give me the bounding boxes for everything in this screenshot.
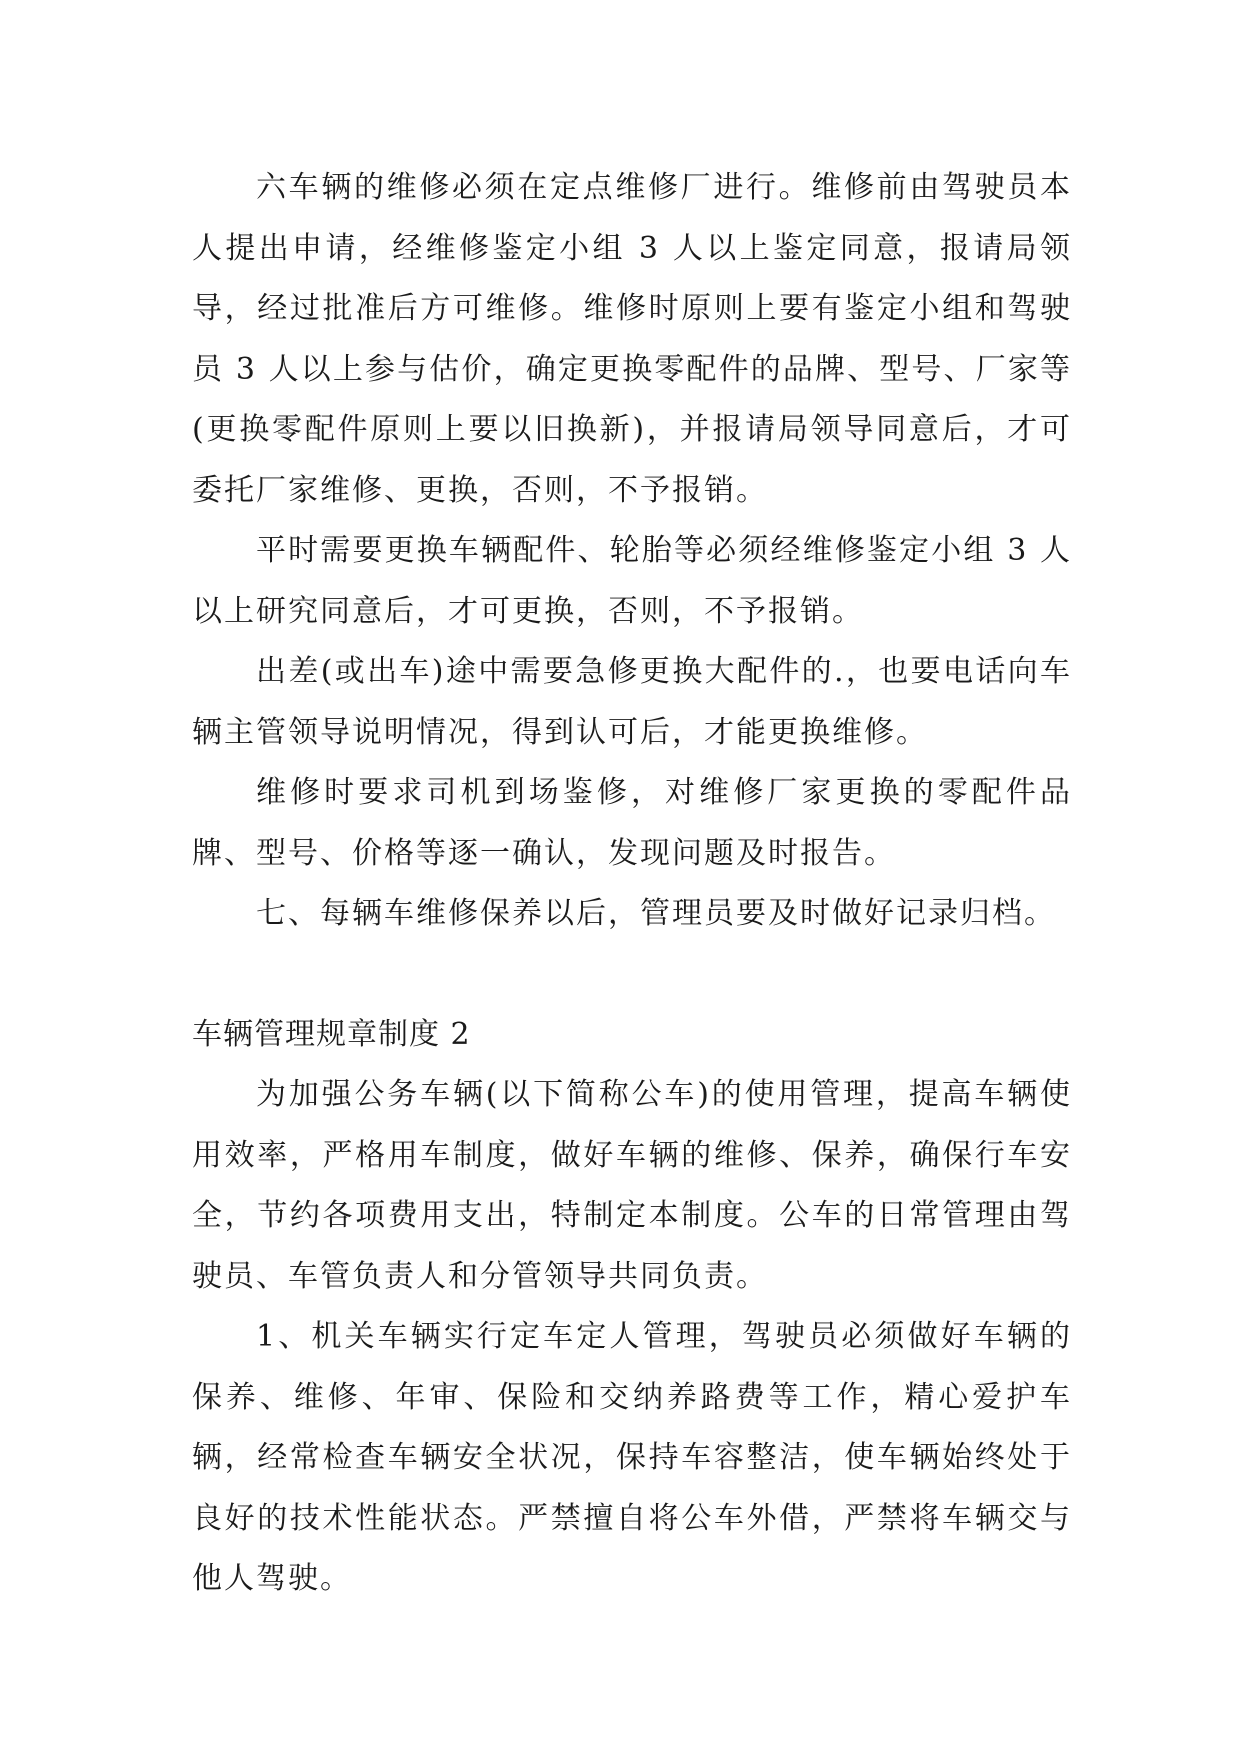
section-heading: 车辆管理规章制度 2: [192, 1016, 471, 1052]
paragraph-repair-designated-factory: 六车辆的维修必须在定点维修厂进行。维修前由驾驶员本人提出申请，经维修鉴定小组 3 人以上鉴定同意，报请局领导，经过批准后方可维修。维修时原则上要有鉴定小组和驾驶员 3 人以上参与估价，确定更换零配件的品牌、型号、厂家等(更换零配件原则上要以旧换新)，并报请局领导同意后，才可委托厂家维修、更换，否则，不予报销。: [192, 170, 1072, 508]
paragraph-rule-1: 1、机关车辆实行定车定人管理，驾驶员必须做好车辆的保养、维修、年审、保险和交纳养路费等工作，精心爱护车辆，经常检查车辆安全状况，保持车容整洁，使车辆始终处于良好的技术性能状态。严禁擅自将公车外借，严禁将车辆交与他人驾驶。: [192, 1319, 1072, 1596]
paragraph-driver-onsite: 维修时要求司机到场鉴修，对维修厂家更换的零配件品牌、型号、价格等逐一确认，发现问题及时报告。: [192, 775, 1072, 871]
paragraph-record-archive: 七、每辆车维修保养以后，管理员要及时做好记录归档。: [256, 896, 1056, 931]
paragraph-purpose: 为加强公务车辆(以下简称公车)的使用管理，提高车辆使用效率，严格用车制度，做好车辆的维修、保养，确保行车安全，节约各项费用支出，特制定本制度。公车的日常管理由驾驶员、车管负责人和分管领导共同负责。: [192, 1077, 1072, 1294]
paragraph-replace-parts: 平时需要更换车辆配件、轮胎等必须经维修鉴定小组 3 人以上研究同意后，才可更换，否则，不予报销。: [192, 533, 1072, 629]
paragraph-emergency-repair: 出差(或出车)途中需要急修更换大配件的.，也要电话向车辆主管领导说明情况，得到认可后，才能更换维修。: [192, 654, 1072, 750]
document-body: [192, 158, 1072, 1610]
